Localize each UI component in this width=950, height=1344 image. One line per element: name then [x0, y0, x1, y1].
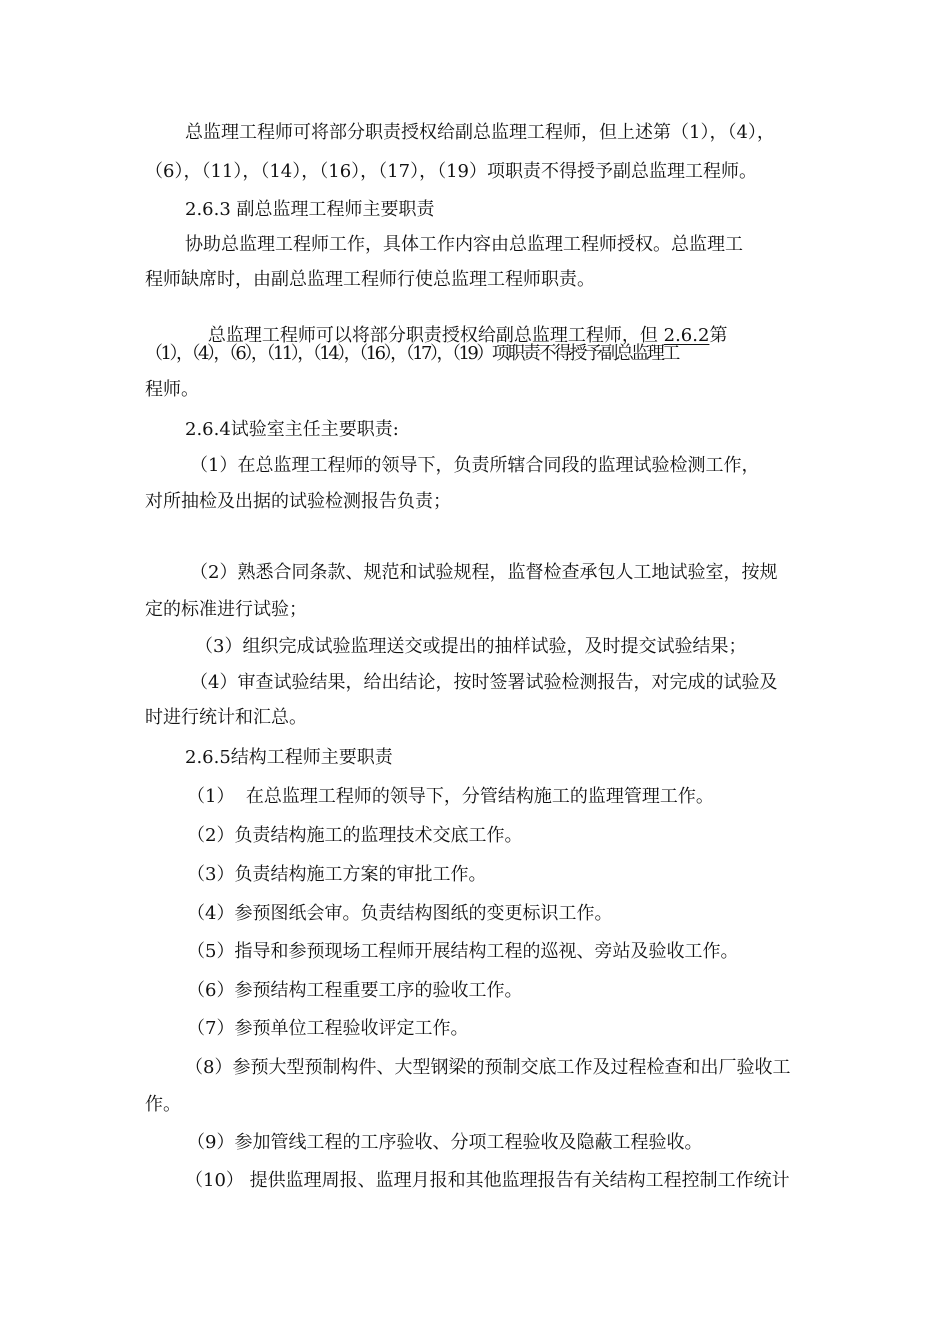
list-item: （1） 在总监理工程师的领导下，分管结构施工的监理管理工作。	[187, 786, 714, 807]
list-item: （10） 提供监理周报、监理月报和其他监理报告有关结构工程控制工作统计	[185, 1170, 790, 1191]
list-item: （3）组织完成试验监理送交或提出的抽样试验，及时提交试验结果；	[195, 636, 747, 657]
paragraph-text: 总监理工程师可以将部分职责授权给副总监理工程师，但	[207, 325, 664, 346]
paragraph-line: 程师。	[145, 379, 199, 400]
list-item: （2）熟悉合同条款、规范和试验规程，监督检查承包人工地试验室，按规	[190, 562, 778, 583]
section-heading-2-6-3: 2.6.3 副总监理工程师主要职责	[185, 199, 435, 220]
list-item: （4）审查试验结果，给出结论，按时签署试验检测报告，对完成的试验及	[190, 672, 778, 693]
list-item-continuation: 定的标准进行试验；	[145, 599, 307, 620]
paragraph-text: 第	[709, 325, 728, 346]
list-item: （4）参预图纸会审。负责结构图纸的变更标识工作。	[187, 903, 613, 924]
paragraph-line: 程师缺席时，由副总监理工程师行使总监理工程师职责。	[145, 269, 595, 290]
list-item: （3）负责结构施工方案的审批工作。	[187, 864, 487, 885]
list-item: （8）参预大型预制构件、大型钢梁的预制交底工作及过程检查和出厂验收工	[185, 1057, 791, 1078]
list-item-continuation: 时进行统计和汇总。	[145, 707, 307, 728]
list-item: （1）在总监理工程师的领导下，负责所辖合同段的监理试验检测工作，	[190, 455, 760, 476]
list-item: （6）参预结构工程重要工序的验收工作。	[187, 980, 523, 1001]
paragraph-line: 总监理工程师可将部分职责授权给副总监理工程师，但上述第（1），（4），	[185, 122, 775, 143]
list-item-continuation: 对所抽检及出据的试验检测报告负责；	[145, 491, 451, 512]
section-heading-2-6-4: 2.6.4试验室主任主要职责:	[185, 419, 399, 440]
list-item: （2）负责结构施工的监理技术交底工作。	[187, 825, 523, 846]
list-item-continuation: 作。	[145, 1094, 181, 1115]
list-item: （7）参预单位工程验收评定工作。	[187, 1018, 469, 1039]
section-heading-2-6-5: 2.6.5结构工程师主要职责	[185, 747, 393, 768]
clause-reference-link[interactable]: 2.6.2	[663, 325, 710, 346]
paragraph-line: （6），（11），（14），（16），（17），（19）项职责不得授予副总监理工程师。	[145, 161, 757, 182]
paragraph-line: （1），（4），（6），（11），（14），（16），（17），（19）项职责不得授予副总监理工	[145, 343, 678, 364]
paragraph-line: 协助总监理工程师工作，具体工作内容由总监理工程师授权。总监理工	[185, 234, 743, 255]
list-item: （9）参加管线工程的工序验收、分项工程验收及隐蔽工程验收。	[187, 1132, 703, 1153]
list-item: （5）指导和参预现场工程师开展结构工程的巡视、旁站及验收工作。	[187, 941, 739, 962]
